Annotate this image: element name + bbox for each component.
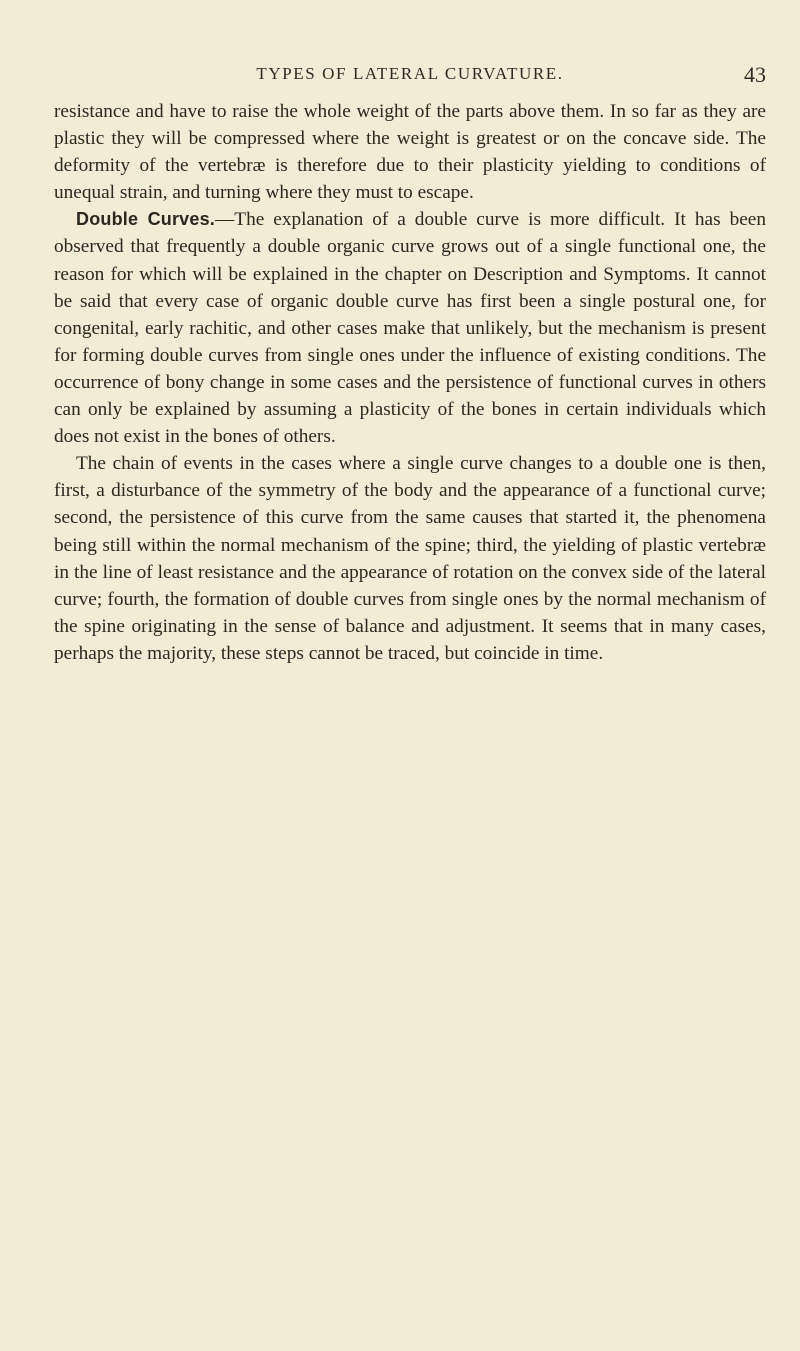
page-number: 43 (744, 62, 766, 87)
paragraph-text: resistance and have to raise the whole weight of the parts above them. In so far as they are plastic they will be compressed where the weight is greatest or on the concave side. The deformity of the vertebræ is therefore due to their plasticity yielding to conditions of unequal strain, and turning where they must to escape. (54, 101, 766, 204)
paragraph-text: The chain of events in the cases where a single curve changes to a double one is then, first, a disturbance of the symmetry of the body and the appearance of a functional curve; second, the persistence of this curve from the same causes that started it, the phenomena being still within the normal mechanism of the spine; third, the yielding of plastic vertebræ in the line of least resistance and the appearance of rotation on the convex side of the lateral curve; fourth, the formation of double curves from single ones by the normal mechanism of the spine originating in the sense of balance and adjustment. It seems that in many cases, perhaps the majority, these steps cannot be traced, but coincide in time. (54, 453, 766, 664)
paragraph-text: —The explanation of a double curve is more difficult. It has been observed that frequently a double organic curve grows out of a single functional one, the reason for which will be explained in the chapter on Description and Symptoms. It cannot be said that every case of organic double curve has first been a single postural one, for congenital, early rachitic, and other cases make that unlikely, but the mechanism is present for forming double curves from single ones under the influence of existing conditions. The occurrence of bony change in some cases and the persistence of functional curves in others can only be explained by assuming a plasticity of the bones in certain individuals which does not exist in the bones of others. (54, 209, 766, 448)
paragraph-chain-of-events (54, 450, 766, 667)
running-head (54, 62, 766, 88)
running-title: TYPES OF LATERAL CURVATURE. (256, 64, 564, 83)
paragraph-double-curves (54, 206, 766, 450)
paragraph-continued (54, 98, 766, 206)
body-text (54, 98, 766, 667)
section-heading: Double Curves. (76, 209, 216, 230)
